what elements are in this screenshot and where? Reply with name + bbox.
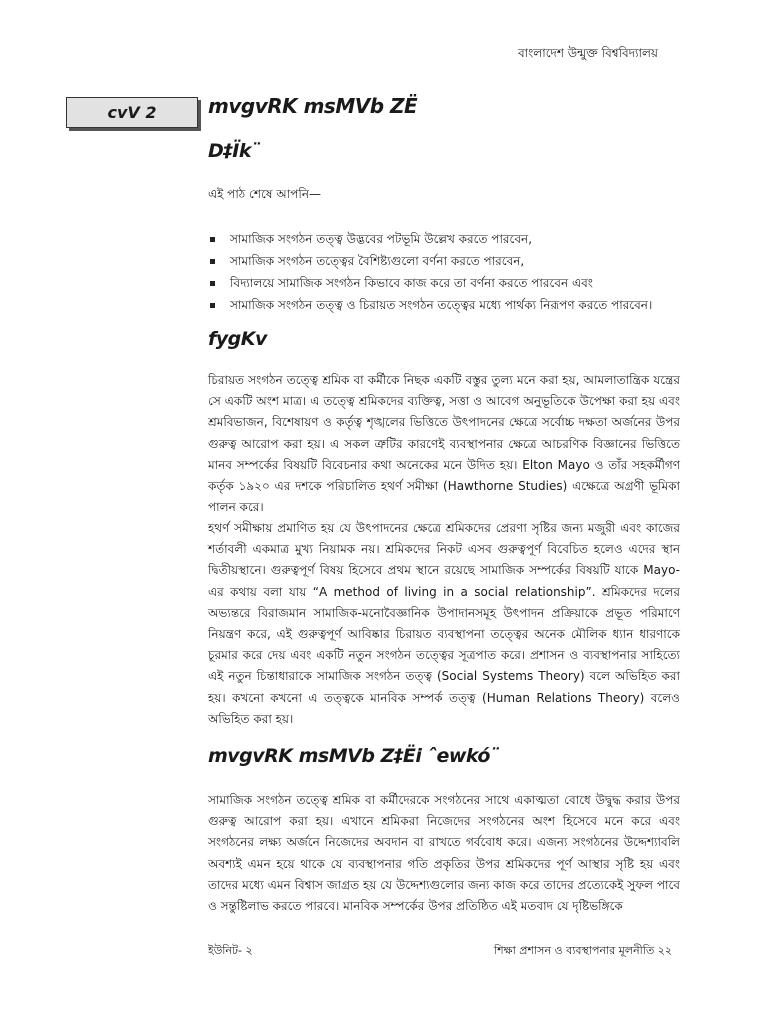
- list-item: সামাজিক সংগঠন তত্ত্বের বৈশিষ্ট্যগুলো বর্ণনা করতে পারবেন,: [208, 250, 678, 272]
- footer-unit: ইউনিট- ২: [208, 944, 253, 957]
- intro-heading: fygKv: [208, 328, 267, 350]
- footer-book-page: শিক্ষা প্রশাসন ও ব্যবস্থাপনার মূলনীতি ২২: [494, 944, 672, 957]
- features-paragraph-1: সামাজিক সংগঠন তত্ত্বে শ্রমিক বা কর্মীদেরকে সংগঠনের সাথে একাত্মতা বোধে উদ্বুদ্ধ করার উপর গুরুত্ব আরোপ করা হয়। এখানে শ্রমিকরা নিজেদের সংগঠনের অংশ হিসেবে মনে করে এবং সংগঠনের লক্ষ্য অর্জনে নিজেদের অবদান বা রাখতে গর্ববোধ করে। এজন্য সংগঠনের উদ্দেশ্যাবলি অবশ্যই এমন হয়ে থাকে যে ব্যবস্থাপনার গতি প্রকৃতির উপর শ্রমিকদের পূর্ণ আস্থার সৃষ্টি হয় এবং তাদের মধ্যে এমন বিশ্বাস জাগ্রত হয় যে উদ্দেশ্যগুলোর জন্য কাজ করে তাদের প্রত্যেকেই সুফল পাবে ও সন্তুষ্টিলাভ করতে পারবে। মানবিক সম্পর্কের উপর প্রতিষ্ঠিত এই মতবাদ যে দৃষ্টিভঙ্গিকে: [208, 793, 680, 914]
- list-item: সামাজিক সংগঠন তত্ত্ব ও চিরায়ত সংগঠন তত্ত্বের মধ্যে পার্থক্য নিরূপণ করতে পারবেন।: [208, 294, 678, 316]
- objectives-list: [208, 228, 678, 316]
- intro-paragraph-1: চিরায়ত সংগঠন তত্ত্বে শ্রমিক বা কর্মীকে নিছক একটি বস্তুর তুল্য মনে করা হয়, আমলাতান্ত্রিক যন্ত্রের সে একটি অংশ মাত্র। এ তত্ত্বে শ্রমিকদের ব্যক্তিত্ব, সত্তা ও আবেগ অনুভূতিকে উপেক্ষা করা হয় এবং শ্রমবিভাজন, বিশেষায়ণ ও কর্তৃত্ব শৃঙ্খলের ভিত্তিতে উৎপাদনের ক্ষেত্রে সর্বোচ্চ দক্ষতা অর্জনের উপর গুরুত্ব আরোপ করা হয়। এ সকল ত্রুটির কারণেই ব্যবস্থাপনার ক্ষেত্রে আচরণিক বিজ্ঞানের ভিত্তিতে মানব সম্পর্কের বিষয়টি বিবেচনার কথা অনেকের মনে উদিত হয়। Elton Mayo ও তাঁর সহকর্মীগণ কর্তৃক ১৯২০ এর দশকে পরিচালিত হথর্ণ সমীক্ষা (Hawthorne Studies) এক্ষেত্রে অগ্রণী ভূমিকা পালন করে।: [208, 373, 680, 515]
- intro-paragraph-2: হথর্ণ সমীক্ষায় প্রমাণিত হয় যে উৎপাদনের ক্ষেত্রে শ্রমিকদের প্রেরণা সৃষ্টির জন্য মজুরী এবং কাজের শর্তাবলী একমাত্র মুখ্য নিয়ামক নয়। শ্রমিকদের নিকট এসব গুরুত্বপূর্ণ বিবেচিত হলেও এদের স্থান দ্বিতীয়স্থানে। গুরুত্বপূর্ণ বিষয় হিসেবে প্রথম স্থানে রয়েছে সামাজিক সম্পর্কের বিষয়টি যাকে Mayo-এর কথায় বলা যায় “A method of living in a social relationship”. শ্রমিকদের দলের অভ্যন্তরে বিরাজমান সামাজিক-মনোবৈজ্ঞানিক উপাদানসমূহ উৎপাদন প্রক্রিয়াকে প্রভূত পরিমাণে নিয়ন্ত্রণ করে, এই গুরুত্বপূর্ণ আবিষ্কার চিরায়ত ব্যবস্থাপনা তত্ত্বের অনেক মৌলিক ধ্যান ধারণাকে চূরমার করে দেয় এবং একটি নতুন সংগঠন তত্ত্বের সূত্রপাত করে। প্রশাসন ও ব্যবস্থাপনার সাহিত্যে এই নতুন চিন্তাধারাকে সামাজিক সংগঠন তত্ত্ব (Social Systems Theory) বলে অভিহিত করা হয়। কখনো কখনো এ তত্ত্বকে মানবিক সম্পর্ক তত্ত্ব (Human Relations Theory) বলেও অভিহিত করা হয়।: [208, 521, 680, 726]
- objectives-heading: D‡Ïk¨: [208, 140, 260, 162]
- lesson-number-box: [66, 97, 198, 128]
- features-heading: mvgvRK msMVb Z‡Ëi ˆewkó¨: [208, 745, 499, 767]
- objectives-intro: এই পাঠ শেষে আপনি—: [208, 187, 321, 201]
- university-header: বাংলাদেশ উন্মুক্ত বিশ্ববিদ্যালয়: [517, 46, 658, 60]
- list-item: সামাজিক সংগঠন তত্ত্ব উদ্ভবের পটভূমি উল্লেখ করতে পারবেন,: [208, 228, 678, 250]
- list-item: বিদ্যালয়ে সামাজিক সংগঠন কিভাবে কাজ করে তা বর্ণনা করতে পারবেন এবং: [208, 272, 678, 294]
- lesson-number-label: cvV 2: [107, 103, 157, 122]
- lesson-title: mvgvRK msMVb ZË: [208, 94, 418, 118]
